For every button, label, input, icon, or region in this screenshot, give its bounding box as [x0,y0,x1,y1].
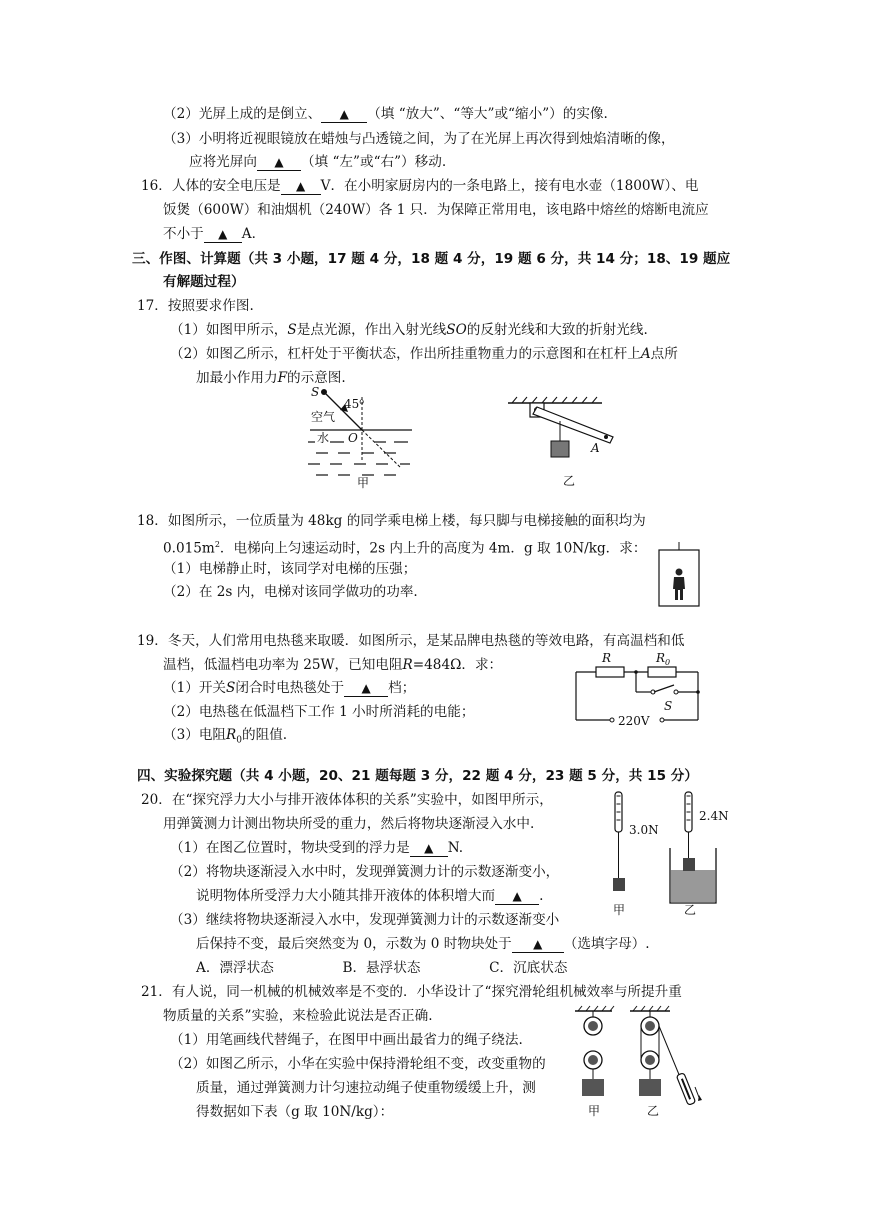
block-jia [613,878,625,891]
q21-line-2: 物质量的关系”实验，来检验此说法是否正确. [163,1008,433,1024]
block-yi [683,858,695,871]
section-3-heading: 三、作图、计算题（共 3 小题，17 题 4 分，18 题 4 分，19 题 6 分，共 14 分；18、19 题应 [132,251,731,267]
resistor-r0 [648,667,676,677]
q16-line-3: 不小于 ▲ A． [163,226,266,242]
switch-s-label: S [664,699,673,713]
elevator-figure [654,542,704,610]
q20-options [196,958,567,978]
circuit-diagram [572,650,707,730]
section-4-heading: 四、实验探究题（共 4 小题，20、21 题每题 3 分，22 题 4 分，23 题 5 分，共 15 分） [137,768,698,784]
water-yi [671,870,715,902]
q21-part-1: （1）用笔画线代替绳子，在图甲中画出最省力的绳子绕法. [170,1032,523,1048]
q20-part-1: （1）在图乙位置时，物块受到的浮力是 ▲ N. [170,840,464,856]
pulley-figure [570,1005,705,1120]
air-label: 空气 [311,410,336,424]
caption-yi: 乙 [684,903,697,917]
q15-line-3b: 应将光屏向 ▲ （填 “左”或“右”）移动. [189,154,447,170]
q21-part-2c: 得数据如下表（g 取 10N/kg）： [196,1104,394,1120]
q20-part-2: （2）将物块逐渐浸入水中时，发现弹簧测力计的示数逐渐变小， [170,864,560,880]
weight-yi [639,1079,661,1096]
q20-part-2b: 说明物体所受浮力大小随其排开液体的体积增大而 ▲ . [196,888,544,904]
caption-jia: 甲 [613,903,626,917]
q21-part-2b: 质量，通过弹簧测力计匀速拉动绳子使重物缓缓上升，测 [196,1080,536,1096]
q18-part-2: （2）在 2s 内，电梯对该同学做功的功率. [163,584,418,600]
reading-jia: 3.0N [629,823,659,837]
figure-yi-caption: 乙 [563,474,576,488]
lever-bar [533,407,613,443]
q18-line-2: $0.015m^2$．电梯向上匀速运动时，2s 内上升的高度为 4m．g 取 10N/kg．求： [163,540,647,557]
answer-blank[interactable]: ▲ [281,178,321,195]
q20-line-2: 用弹簧测力计测出物块所受的重力，然后将物块逐渐浸入水中. [163,816,535,832]
q17-title: 17．按照要求作图. [137,298,254,314]
option-c: C．沉底状态 [489,960,568,976]
q15-line-2: （2）光屏上成的是倒立、 ▲ （填 “放大”、“等大”或“缩小”）的实像. [163,106,608,122]
answer-blank[interactable]: ▲ [204,226,242,243]
q16-line-1: 16．人体的安全电压是 ▲ V．在小明家厨房内的一条电路上，接有电水壶（1800W）、电 [141,178,699,194]
reading-yi: 2.4N [699,809,729,823]
q21-part-2: （2）如图乙所示，小华在实验中保持滑轮组不变，改变重物的 [170,1056,546,1072]
point-o-label: O [348,431,358,445]
point-a-label: A [591,441,600,455]
resistor-r0-label: $R_0$ [656,651,671,667]
q19-part-1: （1）开关S闭合时电热毯处于 ▲ 档； [163,680,416,696]
point-a [604,435,608,439]
switch-s [654,685,674,692]
voltage-label: 220V [618,714,650,728]
q20-part-3b: 后保持不变，最后突然变为 0，示数为 0 时物块处于 ▲ （选填字母）. [196,936,650,952]
figure-jia-refraction [300,385,425,490]
q19-line-1: 19．冬天，人们常用电热毯来取暖．如图所示，是某品牌电热毯的等效电路，有高温档和低 [137,633,685,649]
q19-part-3: （3）电阻$R_0$的阻值. [163,727,288,746]
caption-yi: 乙 [647,1104,660,1118]
figure-yi-lever [500,395,630,490]
q17-part-2b: 加最小作用力F的示意图. [196,370,346,386]
answer-blank[interactable]: ▲ [512,936,564,953]
point-s-label: S [311,385,320,399]
q19-part-2: （2）电热毯在低温档下工作 1 小时所消耗的电能； [163,704,475,720]
resistor-r-label: R [602,651,612,665]
q16-line-2: 饭煲（600W）和油烟机（240W）各 1 只．为保障正常用电，该电路中熔丝的熔断电流应 [163,202,709,218]
hanging-weight [551,441,569,457]
angle-label: 45$^o$ [344,397,365,411]
answer-blank[interactable]: ▲ [344,680,388,697]
q17-part-1: （1）如图甲所示，S是点光源，作出入射光线SO的反射光线和大致的折射光线. [170,322,648,338]
water-label: 水 [317,431,330,445]
figure-jia-caption: 甲 [357,476,370,490]
water-dashes [308,442,410,475]
answer-blank[interactable]: ▲ [495,888,539,905]
answer-blank[interactable]: ▲ [321,106,367,123]
q15-line-3: （3）小明将近视眼镜放在蜡烛与凸透镜之间，为了在光屏上再次得到烛焰清晰的像， [163,131,675,147]
caption-jia: 甲 [588,1104,601,1118]
answer-blank[interactable]: ▲ [410,840,448,857]
q21-line-1: 21．有人说，同一机械的机械效率是不变的．小华设计了“探究滑轮组机械效率与所提升重 [141,984,682,1000]
weight-jia [582,1079,604,1096]
resistor-r [596,667,624,677]
option-a: A．漂浮状态 [196,960,274,976]
option-b: B．悬浮状态 [342,960,421,976]
q19-line-2: 温档，低温档电功率为 25W，已知电阻R=484Ω．求： [163,657,503,673]
section-3-heading-cont: 有解题过程） [163,274,245,290]
spring-scale-pull [676,1073,695,1106]
buoyancy-figure [605,790,735,925]
q17-part-2: （2）如图乙所示，杠杆处于平衡状态，作出所挂重物重力的示意图和在杠杆上A点所 [170,346,678,362]
q18-line-1: 18．如图所示，一位质量为 48kg 的同学乘电梯上楼，每只脚与电梯接触的面积均为 [137,513,646,529]
ceiling-hatch [512,397,597,403]
extended-ray [362,430,400,467]
q18-part-1: （1）电梯静止时，该同学对电梯的压强； [163,561,417,577]
q20-part-3: （3）继续将物块逐渐浸入水中，发现弹簧测力计的示数逐渐变小 [170,912,560,928]
q20-line-1: 20．在“探究浮力大小与排开液体体积的关系”实验中，如图甲所示， [141,792,553,808]
person-head [676,569,683,576]
answer-blank[interactable]: ▲ [257,154,301,171]
